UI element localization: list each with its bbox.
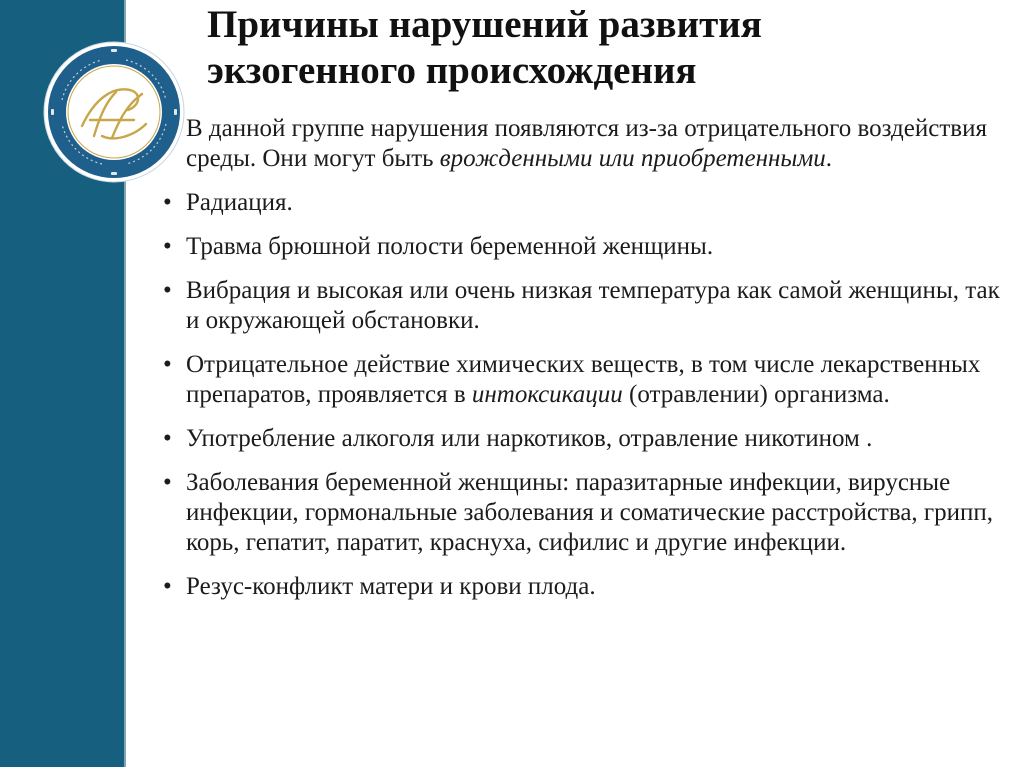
bullet-dot-icon: • xyxy=(163,469,172,496)
bullet-text-before: Отрицательное действие химических веществ, в том числе лекарственных препаратов, проявляется в xyxy=(186,351,981,408)
bullet-dot-icon: • xyxy=(163,425,172,452)
intro-text: В данной группе нарушения появляются из-за отрицательного воздействия среды. Они могут быть xyxy=(186,115,987,172)
title-line-1: Причины нарушений развития xyxy=(207,3,762,46)
page-title xyxy=(207,2,1007,94)
title-line-2: экзогенного происхождения xyxy=(207,49,697,92)
slide-body xyxy=(160,114,1000,616)
bullet-dot-icon: • xyxy=(163,233,172,260)
bullet-item-radiation xyxy=(160,188,1000,218)
intro-end: . xyxy=(825,145,833,172)
bullet-dot-icon: • xyxy=(163,189,172,216)
intro-italic-text: врожденными или приобретенными xyxy=(439,145,826,172)
bullet-item-vibration xyxy=(160,276,1000,336)
bullet-text-italic: интоксикации xyxy=(471,381,623,408)
bullet-item-rhesus xyxy=(160,572,1000,602)
bullet-text: Употребление алкоголя или наркотиков, отравление никотином . xyxy=(186,425,873,452)
bullet-dot-icon: • xyxy=(163,277,172,304)
bullet-item-diseases xyxy=(160,468,1000,558)
bullet-text: Радиация. xyxy=(186,189,293,216)
bullet-dot-icon: • xyxy=(163,351,172,378)
bullet-text-after: (отравлении) организма. xyxy=(622,381,890,408)
bullet-text: Травма брюшной полости беременной женщины. xyxy=(186,233,714,260)
bullet-dot-icon: • xyxy=(163,573,172,600)
bullet-text: Резус-конфликт матери и крови плода. xyxy=(186,573,596,600)
bullet-item-alcohol xyxy=(160,424,1000,454)
bullet-text: Заболевания беременной женщины: паразитарные инфекции, вирусные инфекции, гормональные заболевания и соматические расстройства, грипп, корь, гепатит, паратит, краснуха, сифилис и другие инфекции. xyxy=(186,469,994,556)
bullet-list xyxy=(160,188,1000,602)
intro-paragraph xyxy=(186,114,1000,174)
bullet-item-chemicals xyxy=(160,350,1000,410)
bullet-item-trauma xyxy=(160,232,1000,262)
bullet-text: Вибрация и высокая или очень низкая температура как самой женщины, так и окружающей обстановки. xyxy=(186,277,1000,334)
